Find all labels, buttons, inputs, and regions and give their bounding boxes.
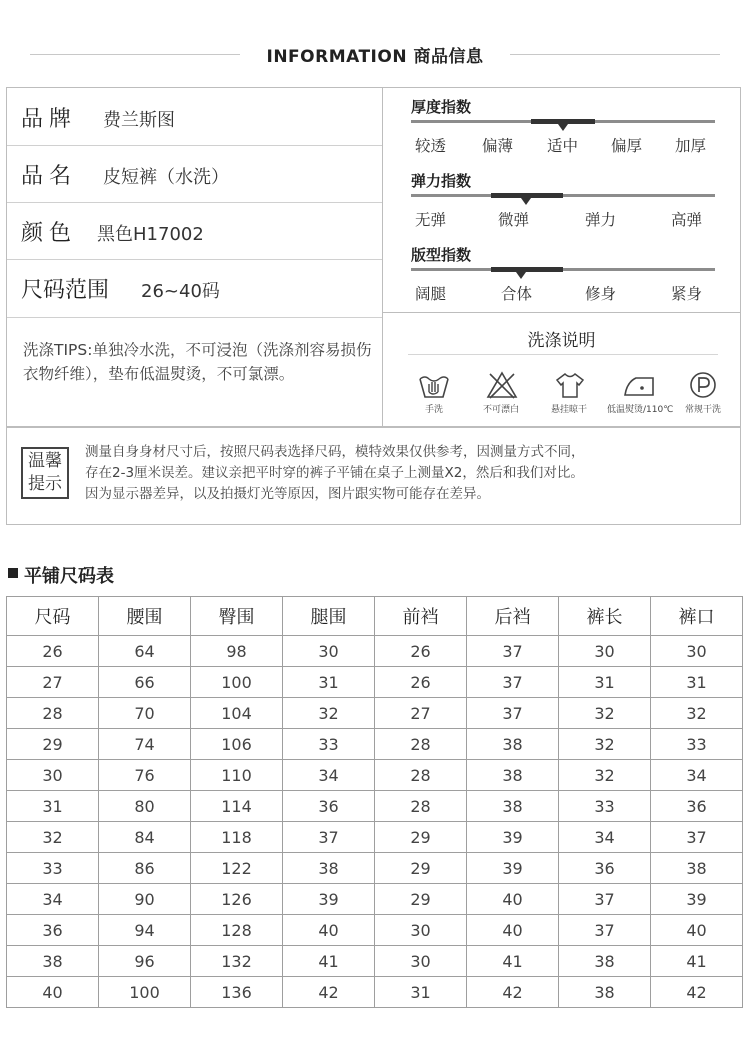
table-cell: 41 bbox=[651, 946, 743, 977]
table-cell: 37 bbox=[467, 667, 559, 698]
table-cell: 128 bbox=[191, 915, 283, 946]
header-front-rise: 前裆 bbox=[375, 597, 467, 636]
table-cell: 26 bbox=[375, 667, 467, 698]
table-cell: 31 bbox=[651, 667, 743, 698]
table-cell: 30 bbox=[7, 760, 99, 791]
table-cell: 29 bbox=[375, 822, 467, 853]
header-back-rise: 后裆 bbox=[467, 597, 559, 636]
table-cell: 29 bbox=[7, 729, 99, 760]
table-cell: 34 bbox=[283, 760, 375, 791]
table-cell: 98 bbox=[191, 636, 283, 667]
table-cell: 28 bbox=[375, 791, 467, 822]
table-cell: 38 bbox=[467, 791, 559, 822]
table-cell: 37 bbox=[559, 884, 651, 915]
table-cell: 126 bbox=[191, 884, 283, 915]
wash-tips: 洗涤TIPS:单独冷水洗，不可浸泡（洗涤剂容易损伤衣物纤维），垫布低温熨烫，不可氯漂。 bbox=[23, 341, 372, 383]
table-cell: 42 bbox=[651, 977, 743, 1008]
table-cell: 33 bbox=[651, 729, 743, 760]
hand-wash-icon bbox=[417, 370, 451, 400]
table-cell: 34 bbox=[559, 822, 651, 853]
fit-option-3: 修身 bbox=[585, 285, 617, 303]
table-cell: 28 bbox=[375, 729, 467, 760]
brand-value: 费兰斯图 bbox=[103, 110, 175, 131]
table-cell: 28 bbox=[375, 760, 467, 791]
thickness-option-3: 适中 bbox=[547, 137, 579, 155]
table-cell: 37 bbox=[283, 822, 375, 853]
table-cell: 136 bbox=[191, 977, 283, 1008]
elasticity-index-pointer bbox=[521, 198, 531, 205]
table-cell: 66 bbox=[99, 667, 191, 698]
fit-option-4: 紧身 bbox=[671, 285, 703, 303]
table-cell: 28 bbox=[7, 698, 99, 729]
thickness-option-4: 偏厚 bbox=[611, 137, 643, 155]
table-cell: 38 bbox=[559, 946, 651, 977]
table-cell: 37 bbox=[651, 822, 743, 853]
table-cell: 32 bbox=[651, 698, 743, 729]
table-cell: 118 bbox=[191, 822, 283, 853]
fit-index-title: 版型指数 bbox=[411, 246, 472, 264]
table-cell: 122 bbox=[191, 853, 283, 884]
table-cell: 40 bbox=[467, 915, 559, 946]
fit-index-highlight bbox=[491, 267, 563, 272]
table-cell: 31 bbox=[375, 977, 467, 1008]
notice-badge-line-1: 温馨 bbox=[28, 451, 62, 471]
table-cell: 74 bbox=[99, 729, 191, 760]
table-cell: 30 bbox=[375, 946, 467, 977]
table-cell: 76 bbox=[99, 760, 191, 791]
table-cell: 26 bbox=[375, 636, 467, 667]
table-row bbox=[7, 822, 743, 853]
table-cell: 39 bbox=[651, 884, 743, 915]
table-cell: 40 bbox=[651, 915, 743, 946]
table-cell: 33 bbox=[7, 853, 99, 884]
table-cell: 41 bbox=[283, 946, 375, 977]
color-label: 颜色 bbox=[21, 221, 78, 246]
elasticity-option-4: 高弹 bbox=[671, 211, 703, 229]
table-row bbox=[7, 884, 743, 915]
table-cell: 100 bbox=[191, 667, 283, 698]
table-cell: 38 bbox=[467, 760, 559, 791]
table-cell: 40 bbox=[7, 977, 99, 1008]
table-cell: 32 bbox=[559, 729, 651, 760]
header-leg-opening: 裤口 bbox=[651, 597, 743, 636]
size-table bbox=[6, 596, 743, 1008]
size-table-body bbox=[7, 636, 743, 1008]
notice-badge-line-2: 提示 bbox=[28, 474, 62, 494]
table-cell: 42 bbox=[467, 977, 559, 1008]
low-iron-icon bbox=[622, 370, 656, 400]
thickness-index-pointer bbox=[558, 124, 568, 131]
table-cell: 40 bbox=[467, 884, 559, 915]
thickness-index-bar bbox=[411, 120, 715, 123]
size-table-title: 平铺尺码表 bbox=[24, 566, 114, 587]
table-cell: 38 bbox=[559, 977, 651, 1008]
table-row bbox=[7, 636, 743, 667]
brand-label: 品牌 bbox=[21, 107, 78, 132]
name-value: 皮短裤（水洗） bbox=[103, 167, 229, 188]
no-bleach-label: 不可漂白 bbox=[483, 405, 520, 415]
header-waist: 腰围 bbox=[99, 597, 191, 636]
table-cell: 32 bbox=[559, 760, 651, 791]
table-cell: 31 bbox=[283, 667, 375, 698]
table-row bbox=[7, 791, 743, 822]
header-thigh: 腿围 bbox=[283, 597, 375, 636]
notice-line-1: 测量自身身材尺寸后，按照尺码表选择尺码，模特效果仅供参考，因测量方式不同， bbox=[85, 444, 585, 460]
wash-title: 洗涤说明 bbox=[527, 331, 596, 351]
table-cell: 86 bbox=[99, 853, 191, 884]
table-row bbox=[7, 946, 743, 977]
table-cell: 37 bbox=[467, 698, 559, 729]
table-cell: 36 bbox=[651, 791, 743, 822]
hang-dry-icon bbox=[553, 370, 587, 400]
dry-clean-label: 常规干洗 bbox=[685, 405, 722, 415]
table-cell: 38 bbox=[283, 853, 375, 884]
table-cell: 36 bbox=[7, 915, 99, 946]
table-cell: 31 bbox=[7, 791, 99, 822]
elasticity-option-3: 弹力 bbox=[585, 211, 617, 229]
name-row bbox=[7, 145, 382, 203]
elasticity-option-2: 微弹 bbox=[498, 211, 530, 229]
table-cell: 33 bbox=[559, 791, 651, 822]
table-cell: 30 bbox=[283, 636, 375, 667]
table-cell: 27 bbox=[375, 698, 467, 729]
fit-option-1: 阔腿 bbox=[415, 285, 447, 303]
table-cell: 90 bbox=[99, 884, 191, 915]
table-row bbox=[7, 760, 743, 791]
elasticity-index-title: 弹力指数 bbox=[411, 172, 472, 190]
notice-line-3: 因为显示器差异，以及拍摄灯光等原因，图片跟实物可能存在差异。 bbox=[85, 486, 490, 502]
table-cell: 94 bbox=[99, 915, 191, 946]
color-row bbox=[7, 202, 382, 260]
dry-clean-icon bbox=[686, 370, 720, 400]
table-cell: 36 bbox=[559, 853, 651, 884]
table-cell: 80 bbox=[99, 791, 191, 822]
table-cell: 39 bbox=[283, 884, 375, 915]
table-row bbox=[7, 667, 743, 698]
header-hip: 臀围 bbox=[191, 597, 283, 636]
notice-box bbox=[6, 427, 741, 525]
index-panel bbox=[383, 88, 740, 426]
table-cell: 30 bbox=[559, 636, 651, 667]
table-cell: 96 bbox=[99, 946, 191, 977]
header-line-right bbox=[510, 54, 720, 55]
table-cell: 32 bbox=[7, 822, 99, 853]
table-cell: 41 bbox=[467, 946, 559, 977]
table-cell: 26 bbox=[7, 636, 99, 667]
thickness-option-5: 加厚 bbox=[675, 137, 707, 155]
table-row bbox=[7, 853, 743, 884]
table-cell: 38 bbox=[7, 946, 99, 977]
table-cell: 30 bbox=[651, 636, 743, 667]
table-cell: 31 bbox=[559, 667, 651, 698]
table-cell: 39 bbox=[467, 853, 559, 884]
fit-index-bar bbox=[411, 268, 715, 271]
table-cell: 30 bbox=[375, 915, 467, 946]
fit-index bbox=[383, 236, 740, 310]
thickness-option-1: 较透 bbox=[415, 137, 447, 155]
table-cell: 34 bbox=[651, 760, 743, 791]
table-cell: 64 bbox=[99, 636, 191, 667]
brand-row bbox=[7, 88, 382, 146]
product-attributes bbox=[7, 88, 383, 426]
size-range-label: 尺码范围 bbox=[21, 278, 110, 303]
table-cell: 84 bbox=[99, 822, 191, 853]
elasticity-index bbox=[383, 162, 740, 236]
table-cell: 29 bbox=[375, 853, 467, 884]
table-cell: 132 bbox=[191, 946, 283, 977]
table-row bbox=[7, 698, 743, 729]
fit-option-2: 合体 bbox=[501, 285, 533, 303]
table-cell: 110 bbox=[191, 760, 283, 791]
table-cell: 106 bbox=[191, 729, 283, 760]
table-cell: 34 bbox=[7, 884, 99, 915]
size-range-row bbox=[7, 259, 382, 318]
header-line-left bbox=[30, 54, 240, 55]
table-cell: 38 bbox=[651, 853, 743, 884]
table-cell: 70 bbox=[99, 698, 191, 729]
thickness-index-title: 厚度指数 bbox=[411, 98, 472, 116]
table-row bbox=[7, 977, 743, 1008]
color-value: 黑色H17002 bbox=[97, 224, 204, 245]
table-cell: 36 bbox=[283, 791, 375, 822]
notice-line-2: 存在2-3厘米误差。建议亲把平时穿的裤子平铺在桌子上测量X2，然后和我们对比。 bbox=[85, 465, 584, 481]
elasticity-index-bar bbox=[411, 194, 715, 197]
table-cell: 42 bbox=[283, 977, 375, 1008]
table-cell: 100 bbox=[99, 977, 191, 1008]
table-cell: 29 bbox=[375, 884, 467, 915]
notice-text bbox=[85, 442, 725, 505]
table-row bbox=[7, 729, 743, 760]
table-cell: 37 bbox=[467, 636, 559, 667]
fit-index-pointer bbox=[516, 272, 526, 279]
header-size: 尺码 bbox=[7, 597, 99, 636]
table-cell: 39 bbox=[467, 822, 559, 853]
table-cell: 37 bbox=[559, 915, 651, 946]
table-cell: 40 bbox=[283, 915, 375, 946]
thickness-index bbox=[383, 88, 740, 162]
page-header bbox=[0, 40, 749, 70]
hand-wash-label: 手洗 bbox=[425, 405, 444, 415]
product-info-box bbox=[6, 87, 741, 427]
header-title: INFORMATION 商品信息 bbox=[266, 47, 484, 67]
table-cell: 38 bbox=[467, 729, 559, 760]
no-bleach-icon bbox=[485, 370, 519, 400]
name-label: 品名 bbox=[21, 164, 78, 189]
table-cell: 114 bbox=[191, 791, 283, 822]
notice-badge bbox=[21, 447, 69, 499]
wash-divider bbox=[383, 312, 740, 313]
table-cell: 104 bbox=[191, 698, 283, 729]
table-cell: 33 bbox=[283, 729, 375, 760]
hang-dry-label: 悬挂晾干 bbox=[551, 405, 588, 415]
table-cell: 27 bbox=[7, 667, 99, 698]
square-bullet-icon bbox=[8, 568, 18, 578]
wash-subdivider bbox=[408, 354, 718, 355]
header-length: 裤长 bbox=[559, 597, 651, 636]
elasticity-option-1: 无弹 bbox=[415, 211, 447, 229]
thickness-option-2: 偏薄 bbox=[482, 137, 514, 155]
size-table-header-row bbox=[7, 597, 743, 636]
table-row bbox=[7, 915, 743, 946]
size-range-value: 26~40码 bbox=[141, 281, 220, 302]
low-iron-label: 低温熨烫/110℃ bbox=[607, 405, 674, 415]
table-cell: 32 bbox=[559, 698, 651, 729]
table-cell: 32 bbox=[283, 698, 375, 729]
